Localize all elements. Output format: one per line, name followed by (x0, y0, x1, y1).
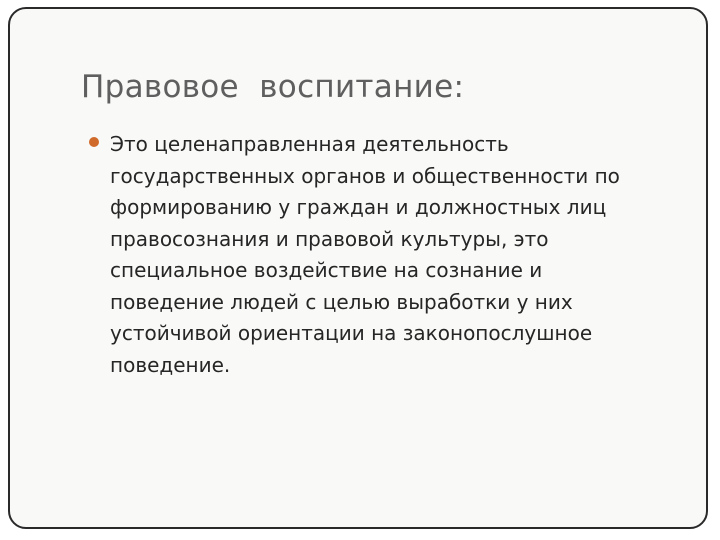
bullet-line: государственных органов и общественности по (110, 163, 620, 188)
bullet-line: специальное воздействие на сознание и (110, 258, 543, 282)
bullet-line: формированию у граждан и должностных лиц (110, 195, 607, 219)
bullet-line: поведение. (110, 352, 231, 377)
bullet-line: устойчивой ориентации на законопослушное (110, 321, 593, 345)
bullet-item (89, 129, 689, 381)
bullet-dot-icon (89, 137, 99, 147)
slide-frame (8, 7, 708, 529)
slide-title: Правовое воспитание: (81, 69, 465, 105)
bullet-line: правосознания и правовой культуры, это (110, 226, 549, 251)
bullet-text (110, 129, 689, 381)
bullet-line: Это целенаправленная деятельность (110, 132, 509, 156)
bullet-line: поведение людей с целью выработки у них (110, 289, 573, 314)
